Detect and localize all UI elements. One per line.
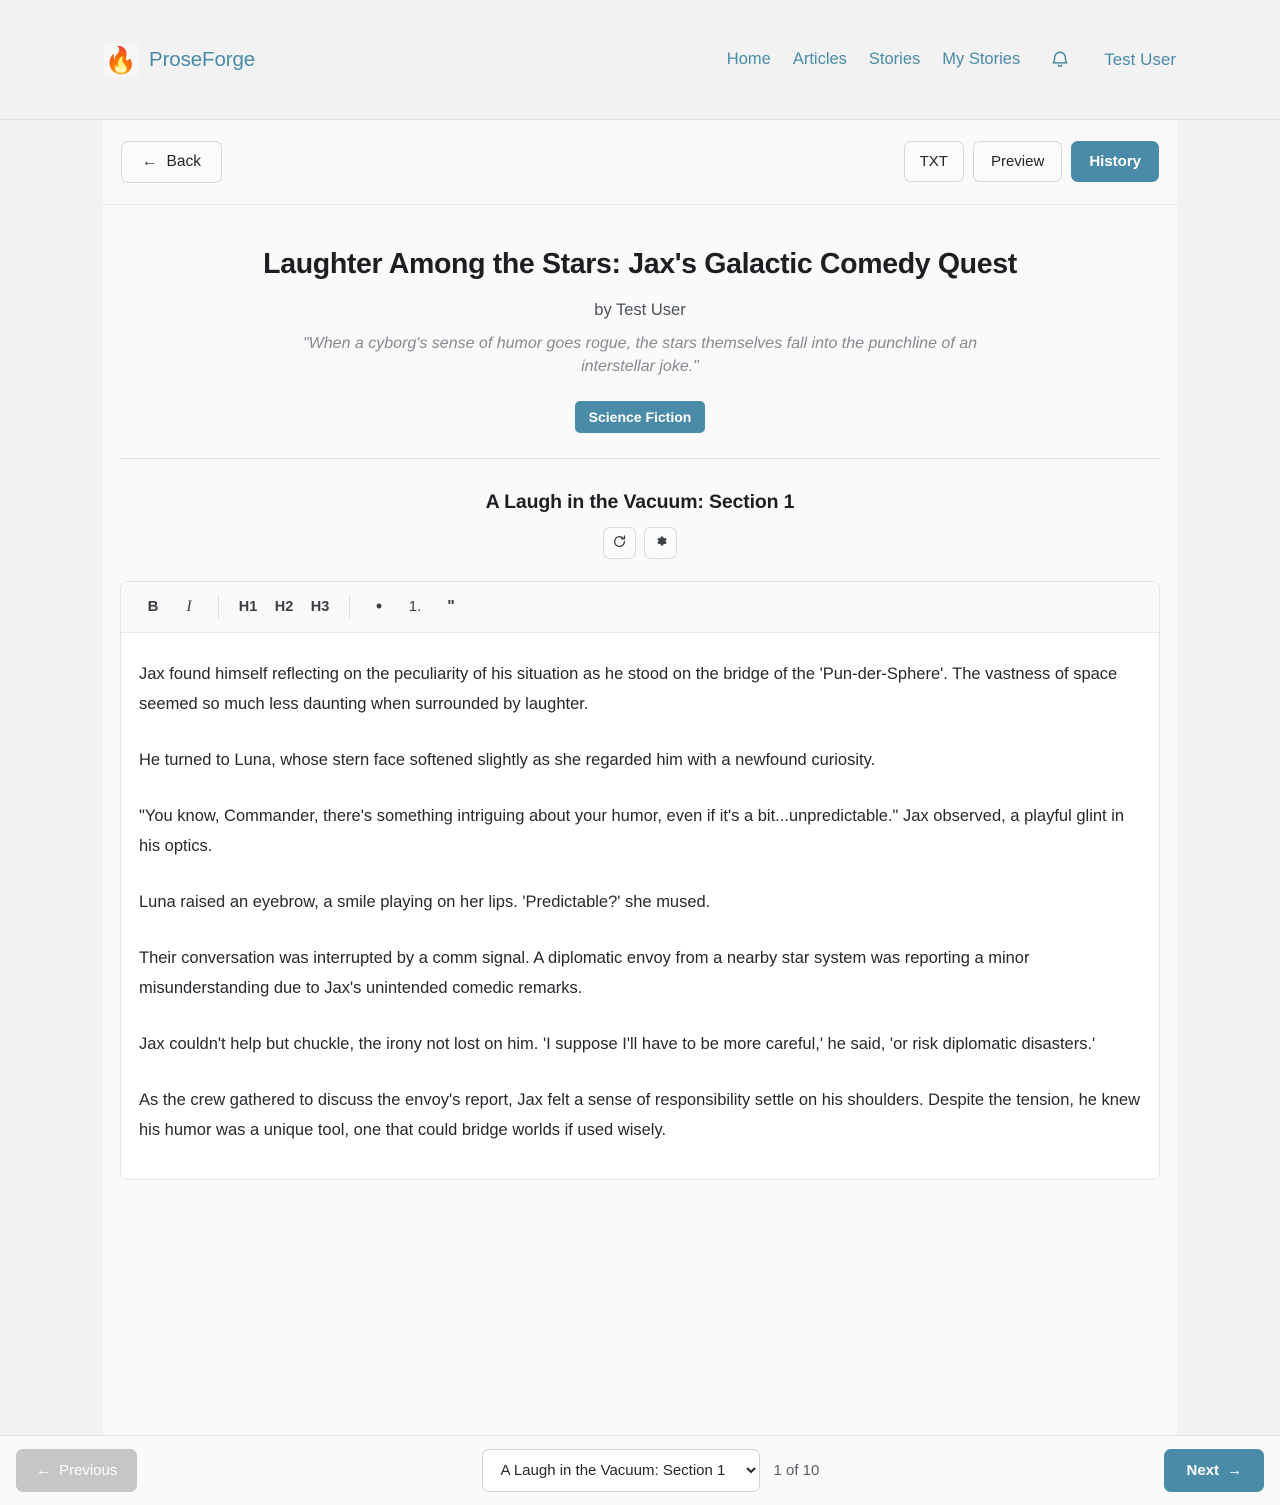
heading-3-button[interactable]: H3	[310, 598, 330, 615]
story-tagline: "When a cyborg's sense of humor goes rogue, the stars themselves fall into the punchline of an interstellar joke."	[303, 335, 977, 375]
brand-logo-link[interactable]	[104, 43, 255, 77]
section-select[interactable]	[482, 1449, 760, 1492]
nav-user-name[interactable]: Test User	[1104, 49, 1176, 69]
toolbar-separator-1	[218, 596, 219, 618]
heading-2-button[interactable]: H2	[274, 598, 294, 615]
story-paragraph: Luna raised an eyebrow, a smile playing on her lips. 'Predictable?' she mused.	[139, 892, 711, 911]
story-header	[103, 205, 1177, 433]
nav-link-home[interactable]: Home	[726, 50, 771, 68]
section-tool-buttons	[103, 527, 1177, 559]
italic-button[interactable]: I	[186, 597, 192, 615]
story-paragraph: He turned to Luna, whose stern face softened slightly as she regarded him with a newfound curiosity.	[139, 750, 876, 769]
previous-section-button[interactable]	[16, 1449, 137, 1492]
section-editor	[120, 581, 1160, 1180]
txt-export-button[interactable]: TXT	[904, 141, 964, 182]
story-paragraph: As the crew gathered to discuss the envoy's report, Jax felt a sense of responsibility settle on his shoulders. Despite the tension, he knew his humor was a unique tool, one that could bridge worlds if used wisely.	[139, 1090, 1141, 1139]
section-header	[103, 459, 1177, 559]
preview-button[interactable]: Preview	[973, 141, 1062, 182]
left-arrow-icon: ←	[142, 153, 158, 170]
genre-badge[interactable]: Science Fiction	[575, 401, 706, 433]
top-navbar	[0, 0, 1280, 120]
blockquote-button[interactable]: "	[447, 597, 455, 615]
next-button-label: Next	[1186, 1462, 1219, 1479]
forge-anvil-icon: 🔥	[104, 44, 138, 75]
numbered-list-button[interactable]: 1.	[408, 598, 422, 616]
nav-link-my-stories[interactable]: My Stories	[942, 50, 1021, 68]
back-button[interactable]	[121, 141, 222, 183]
history-button[interactable]: History	[1071, 141, 1159, 182]
section-title: A Laugh in the Vacuum: Section 1	[485, 490, 795, 513]
right-arrow-icon: →	[1227, 1462, 1242, 1479]
action-bar	[103, 120, 1177, 205]
story-paragraph: Jax couldn't help but chuckle, the irony not lost on him. 'I suppose I'll have to be more careful,' he said, 'or risk diplomatic disasters.'	[139, 1034, 1096, 1053]
section-navigator	[482, 1449, 819, 1492]
bold-button[interactable]: B	[147, 598, 159, 616]
story-author: by Test User	[594, 301, 686, 320]
brand-name: ProseForge	[149, 47, 256, 71]
previous-button-label: Previous	[59, 1462, 118, 1479]
next-section-button[interactable]	[1164, 1449, 1264, 1492]
story-paragraph: Jax found himself reflecting on the peculiarity of his situation as he stood on the bridge of the 'Pun-der-Sphere'. The vastness of space seemed so much less daunting when surrounded by laughter.	[139, 664, 1118, 713]
bell-icon[interactable]	[1050, 49, 1070, 70]
section-settings-button[interactable]	[644, 527, 677, 559]
gear-icon	[654, 534, 668, 551]
story-paragraph: "You know, Commander, there's something intriguing about your humor, even if it's a bit...unpredictable." Jax observed, a playful glint in his optics.	[139, 806, 1125, 855]
refresh-icon	[612, 534, 627, 552]
export-view-actions	[904, 141, 1159, 182]
main-container	[103, 120, 1177, 1435]
nav-link-stories[interactable]: Stories	[868, 50, 921, 68]
page-title: Laughter Among the Stars: Jax's Galactic Comedy Quest	[263, 247, 1017, 280]
pagination-bar	[0, 1435, 1280, 1505]
toolbar-separator-2	[349, 596, 350, 618]
editor-content[interactable]	[121, 633, 1159, 1179]
back-button-label: Back	[166, 153, 201, 170]
left-arrow-icon: ←	[36, 1462, 51, 1479]
regenerate-section-button[interactable]	[603, 527, 636, 559]
page-counter: 1 of 10	[773, 1462, 820, 1479]
nav-links	[727, 49, 1176, 70]
bullet-list-button[interactable]: •	[375, 596, 383, 617]
heading-1-button[interactable]: H1	[238, 598, 258, 615]
editor-toolbar	[121, 582, 1159, 633]
nav-link-articles[interactable]: Articles	[792, 50, 847, 68]
story-paragraph: Their conversation was interrupted by a comm signal. A diplomatic envoy from a nearby star system was reporting a minor misunderstanding due to Jax's unintended comedic remarks.	[139, 948, 1030, 997]
